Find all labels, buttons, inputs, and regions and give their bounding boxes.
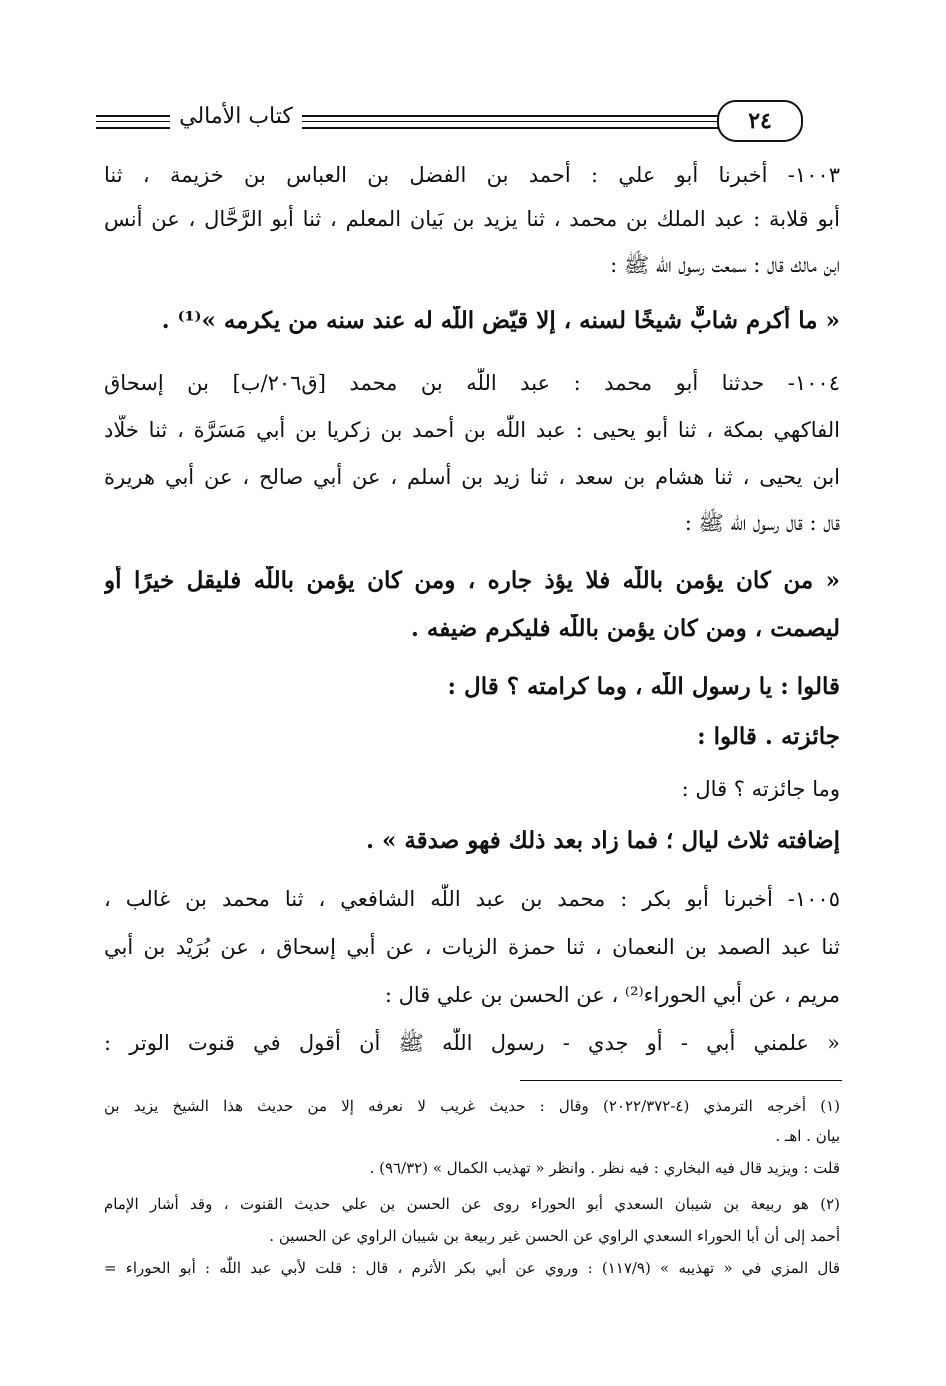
page-number: ٢٤ [717,100,803,142]
text-line: أبو قلابة : عبد الملك بن محمد ، ثنا يزيد بن بَيان المعلم ، ثنا أبو الرَّحَّال ، عن أنس [104,207,840,231]
text-line: ١٠٠٣- أخبرنا أبو علي : أحمد بن الفضل بن العباس بن خزيمة ، ثنا [104,163,840,187]
text-line: ابن يحيى ، ثنا هشام بن سعد ، ثنا زيد بن أسلم ، عن أبي صالح ، عن أبي هريرة [104,465,840,489]
hadith-text: إضافته ثلاث ليال ؛ فما زاد بعد ذلك فهو صدقة » . [365,827,840,854]
footnote-line: (١) أخرجه الترمذي (٤-٢٠٢٢/٣٧٢) وقال : حديث غريب لا نعرفه إلا من حديث هذا الشيخ يزيد بن [104,1097,840,1115]
hadith-text: ليصمت ، ومن كان يؤمن باللّٰه فليكرم ضيفه . [410,615,840,642]
text-line: مريم ، عن أبي الحوراء⁽²⁾ ، عن الحسن بن علي قال : [384,983,840,1007]
hadith-text: « ما أكرم شابٌّ شيخًا لسنه ، إلا قيّض اللّٰه له عند سنه من يكرمه »⁽¹⁾ . [161,307,840,334]
footnote-line: قلت : ويزيد قال فيه البخاري : فيه نظر . وانظر « تهذيب الكمال » (٩٦/٣٢) . [369,1159,840,1177]
footnote-line: (٢) هو ربيعة بن شيبان السعدي أبو الحوراء روى عن الحسن بن علي حديث القنوت ، وقد أشار الإمام [104,1195,840,1213]
hadith-text: جائزته . قالوا : [697,723,840,750]
footnote-line: بيان . اهـ . [775,1127,840,1145]
running-title: كتاب الأمالي [170,98,302,136]
text-line: ابن مالك قال : سمعت رسول اللّٰه ﷺ : [610,253,840,277]
footnote-line: قال المزي في « تهذيبه » (١١٧/٩) : وروي عن أبي بكر الأثرم ، قال : قلت لأبي عبد اللّٰه : أبو الحوراء = [104,1259,840,1277]
text-line: قال : قال رسول اللّٰه ﷺ : [684,511,840,535]
text-line: وما جائزته ؟ قال : [681,777,840,801]
hadith-text: « من كان يؤمن باللّٰه فلا يؤذ جاره ، ومن كان يؤمن باللّٰه فليقل خيرًا أو [104,567,840,594]
text-line: ١٠٠٤- حدثنا أبو محمد : عبد اللّٰه بن محمد [ق٢٠٦/ب] بن إسحاق [104,371,840,395]
text-line: الفاكهي بمكة ، ثنا أبو يحيى : عبد اللّٰه بن أحمد بن زكريا بن أبي مَسَرَّة ، ثنا خلَّاد [104,418,840,442]
footnote-line: أحمد إلى أن أبا الحوراء السعدي الراوي عن الحسن غير ربيعة بن شيبان الراوي عن الحسين . [269,1227,840,1245]
text-line: ثنا عبد الصمد بن النعمان ، ثنا حمزة الزيات ، عن أبي إسحاق ، عن بُرَيْد بن أبي [104,935,840,959]
footnote-separator [520,1080,842,1081]
text-line: ١٠٠٥- أخبرنا أبو بكر : محمد بن عبد اللّٰه الشافعي ، ثنا محمد بن غالب ، [104,887,840,911]
text-line: « علمني أبي - أو جدي - رسول اللّٰه ﷺ أن أقول في قنوت الوتر : [104,1031,840,1055]
hadith-text: قالوا : يا رسول اللّٰه ، وما كرامته ؟ قال : [447,673,840,700]
